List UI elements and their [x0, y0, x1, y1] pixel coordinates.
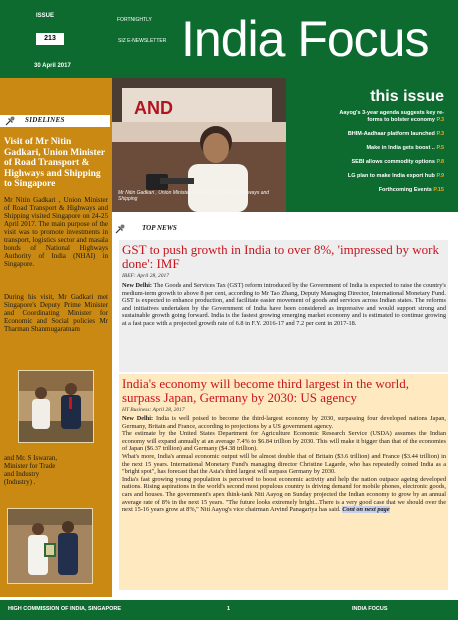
continued-link[interactable]: Cont on next page [342, 506, 390, 514]
story-body: New Delhi: India is well poised to become the third-largest economy by 2030, surpassing four developed nations Japan, Germany, Britain and France, according to projections by a US government agency. The estimate by the United States Department for Agriculture Economic Research Service (USDA) assumes the Indian economy will expand annually at an average 7.4% to $6.84 trillion by 2030. This will make it bigger than that of the economies of Japan ($6.37 trillion) and Germany ($4.38 trillion). What's more, India's annual economic output will be almost double that of Britain ($3.6 trillion) and France ($3.44 trillion) in the next 15 years. International Monetary Fund's managing director Christine Lagarde, who has repeatedly coined India as a "bright spot", has forecast that the Asia's third largest will surpass Germany by 2030. India's fast growing young population is perceived to boost economic activity and help the nation outpace ageing developed nations. Rising aspirations in the world's second most populous country is driving demand for mobile phones, electronic goods, cars and houses. The government's apex think-tank Niti Aayog on Sunday projected the Indian economy to grow by an annual average rate of 8% in the next 15 years. "The future looks extremely bright...There is a very good case that we should over the next 15-16 years grow at 8%," Niti Aayog's vice chairman Arvind Panagariya has said. Cont on next page [122, 415, 447, 514]
story-headline: India's economy will become third largest in the world, surpass Japan, Germany by 2030: US agency [122, 376, 409, 405]
toc-page-number: P.3 [436, 117, 444, 123]
masthead-header [0, 0, 458, 78]
story-body: New Delhi: The Goods and Services Tax (GST) reform introduced by the Government of India is expected to raise the country's medium-term growth to above 8 per cent, according to Mr Tao Zhang, Deputy Managing Director, International Monetary Fund. GST is expected to enhance production, and facilitate easier movement of goods and services across Indian states. The reforms and initiatives undertaken by the Government of India have been considered as impressive and would support strong and sustainable growth going forward. India is the fastest growing emerging market economy and is estimated to continue growing at a fast pace with a projected growth rate of 6.8 in F.Y. 2016-17 and 7.2 per cent in 2017-18. [122, 282, 446, 327]
issue-label: ISSUE [36, 13, 55, 19]
toc-item[interactable]: BHIM-Aadhaar platform launched P.3 [347, 131, 444, 137]
sidelines-title: SIDELINES [25, 116, 65, 124]
issue-date: 30 April 2017 [34, 63, 71, 69]
sidelines-paragraph: and Mr. S Iswaran, Minister for Trade and Industry (Industry) . [4, 454, 58, 486]
this-issue-title: this issue [370, 88, 444, 105]
sidelines-paragraph: During his visit, Mr Gadkari met Singapore's Deputy Prime Minister and Coordinating Minister for Economic and Social policies Mr Tharman Shanmugaratnam [4, 293, 108, 333]
sidelines-paragraph: Mr Nitin Gadkari , Union Minister of Road Transport & Highways and Shipping visited Singapore on 24-25 April 2017. The main purpose of the visit was to promote investments in transport, logistics sector and masala bonds of National Highways Authority of India (NHAI) in Singapore. [4, 196, 108, 268]
newsletter-type-label: SIZ E-NEWSLETTER [118, 38, 167, 44]
newsletter-title: India Focus [181, 11, 429, 67]
toc-item[interactable]: SEBI allows commodity options P.8 [351, 159, 444, 165]
pushpin-icon [114, 223, 126, 235]
page-footer [0, 600, 458, 620]
news-story [119, 374, 448, 590]
hero-photo [112, 78, 286, 212]
toc-page-number: P.3 [436, 131, 444, 137]
hero-caption: Mr Nitin Gadkari , Union Minister of Road Transport & Highways and Shipping [118, 190, 270, 202]
toc-item[interactable]: Aayog's 3-year agenda suggests key re- forms to bolster economy P.3 [339, 110, 444, 123]
toc-item[interactable]: Make in India gets boost .. P.5 [366, 145, 444, 151]
issue-number: 213 [36, 33, 64, 45]
svg-text:AND: AND [134, 98, 173, 118]
toc-page-number: P.5 [436, 145, 444, 151]
sidelines-header [0, 115, 110, 127]
footer-publisher: HIGH COMMISSION OF INDIA, SINGAPORE [8, 606, 122, 612]
top-news-title: TOP NEWS [142, 224, 177, 232]
story-headline: GST to push growth in India to over 8%, 'impressed by work done': IMF [122, 242, 439, 271]
toc-page-number: P.15 [433, 187, 444, 193]
toc-page-number: P.9 [436, 173, 444, 179]
news-story [119, 240, 448, 372]
toc-item[interactable]: Forthcoming Events P.15 [378, 187, 444, 193]
story-source: HT Business: April 28, 2017 [122, 407, 185, 413]
pushpin-icon [4, 115, 16, 127]
toc-item[interactable]: LG plan to make India export hub P.9 [347, 173, 444, 179]
meeting-photo [7, 508, 93, 584]
footer-page-number: 1 [227, 606, 231, 612]
meeting-photo [18, 370, 94, 443]
sidelines-sidebar [0, 78, 112, 597]
toc-page-number: P.8 [436, 159, 444, 165]
footer-title: INDIA FOCUS [352, 606, 388, 612]
this-issue-box [286, 78, 458, 212]
frequency-label: FORTNIGHTLY [117, 17, 152, 23]
top-news-header [114, 223, 234, 235]
story-source: IBEF: April 28, 2017 [122, 273, 169, 279]
sidelines-heading: Visit of Mr Nitin Gadkari, Union Minister of Road Transport & Highways and Shipping to Singapore [4, 137, 105, 189]
